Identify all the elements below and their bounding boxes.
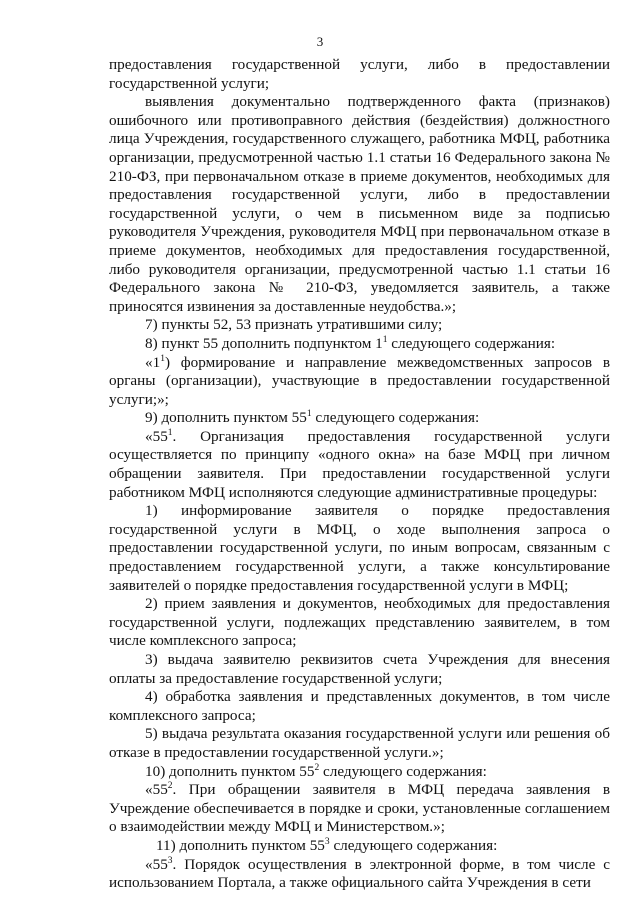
paragraph: «$55^3$. Порядок осуществления в электронной форме, в том числе с использованием Портала, а также официального сайта Учреждения в сети bbox=[109, 855, 610, 892]
page-number: 3 bbox=[316, 34, 324, 49]
paragraph: «$55^2$. При обращении заявителя в МФЦ передача заявления в Учреждение обеспечивается в порядке и сроки, установленные соглашением о взаимодействии между МФЦ и Министерством.»; bbox=[109, 781, 610, 836]
paragraph: «$55^1$. Организация предоставления государственной услуги осуществляется по принципу «одного окна» на базе МФЦ при личном обращении заявителя. При предоставлении государственной услуги работником МФЦ исполняются следующие административные процедуры: bbox=[109, 427, 610, 501]
paragraph: 7) пункты 52, 53 признать утратившими силу; bbox=[145, 316, 443, 334]
paragraph: 8) пункт 55 дополнить подпунктом $1^1$ следующего содержания: bbox=[145, 334, 556, 352]
paragraph: 3) выдача заявителю реквизитов счета Учреждения для внесения оплаты за предоставление государственной услуги; bbox=[109, 651, 610, 687]
paragraph: 2) прием заявления и документов, необходимых для предоставления государственной услуги, подлежащих представлению заявителем, в том числе комплексного запроса; bbox=[109, 595, 610, 650]
paragraph: 11) дополнить пунктом $55^3$ следующего содержания: bbox=[156, 836, 498, 854]
paragraph: выявления документально подтвержденного факта (признаков) ошибочного или противоправного действия (бездействия) должностного лица Учреждения, государственного служащего, работника МФЦ, работника организации, предусмотренной частью 1.1 статьи 16 Федерального закона № 210-ФЗ, при первоначальном отказе в приеме документов, необходимых для предоставления государственной услуги, либо в предоставлении государственной услуги, о чем в письменном виде за подписью руководителя Учреждения, руководителя МФЦ при первоначальном отказе в приеме документов, необходимых для предоставления государственной, либо руководителя организации, предусмотренной частью 1.1 статьи 16 Федерального закона № 210-ФЗ, уведомляется заявитель, а также приносятся извинения за доставленные неудобства.»; bbox=[109, 93, 610, 315]
paragraph: предоставления государственной услуги, либо в предоставлении государственной услуги; bbox=[109, 56, 610, 92]
paragraph: «$1^1$) формирование и направление межведомственных запросов в органы (организации), участвующие в предоставлении государственной услуги;»; bbox=[109, 353, 610, 408]
paragraph: 9) дополнить пунктом $55^1$ следующего содержания: bbox=[145, 409, 480, 427]
paragraph: 5) выдача результата оказания государственной услуги или решения об отказе в предоставлении государственной услуги.»; bbox=[109, 725, 610, 761]
paragraph: 1) информирование заявителя о порядке предоставления государственной услуги в МФЦ, о ходе выполнения запроса о предоставлении государственной услуги, по иным вопросам, связанным с предоставлением государственной услуги, а также консультирование заявителей о порядке предоставления государственной услуги в МФЦ; bbox=[109, 502, 610, 594]
paragraph: 10) дополнить пунктом $55^2$ следующего содержания: bbox=[145, 762, 487, 780]
document-body bbox=[109, 56, 610, 893]
paragraph: 4) обработка заявления и представленных документов, в том числе комплексного запроса; bbox=[109, 688, 610, 724]
